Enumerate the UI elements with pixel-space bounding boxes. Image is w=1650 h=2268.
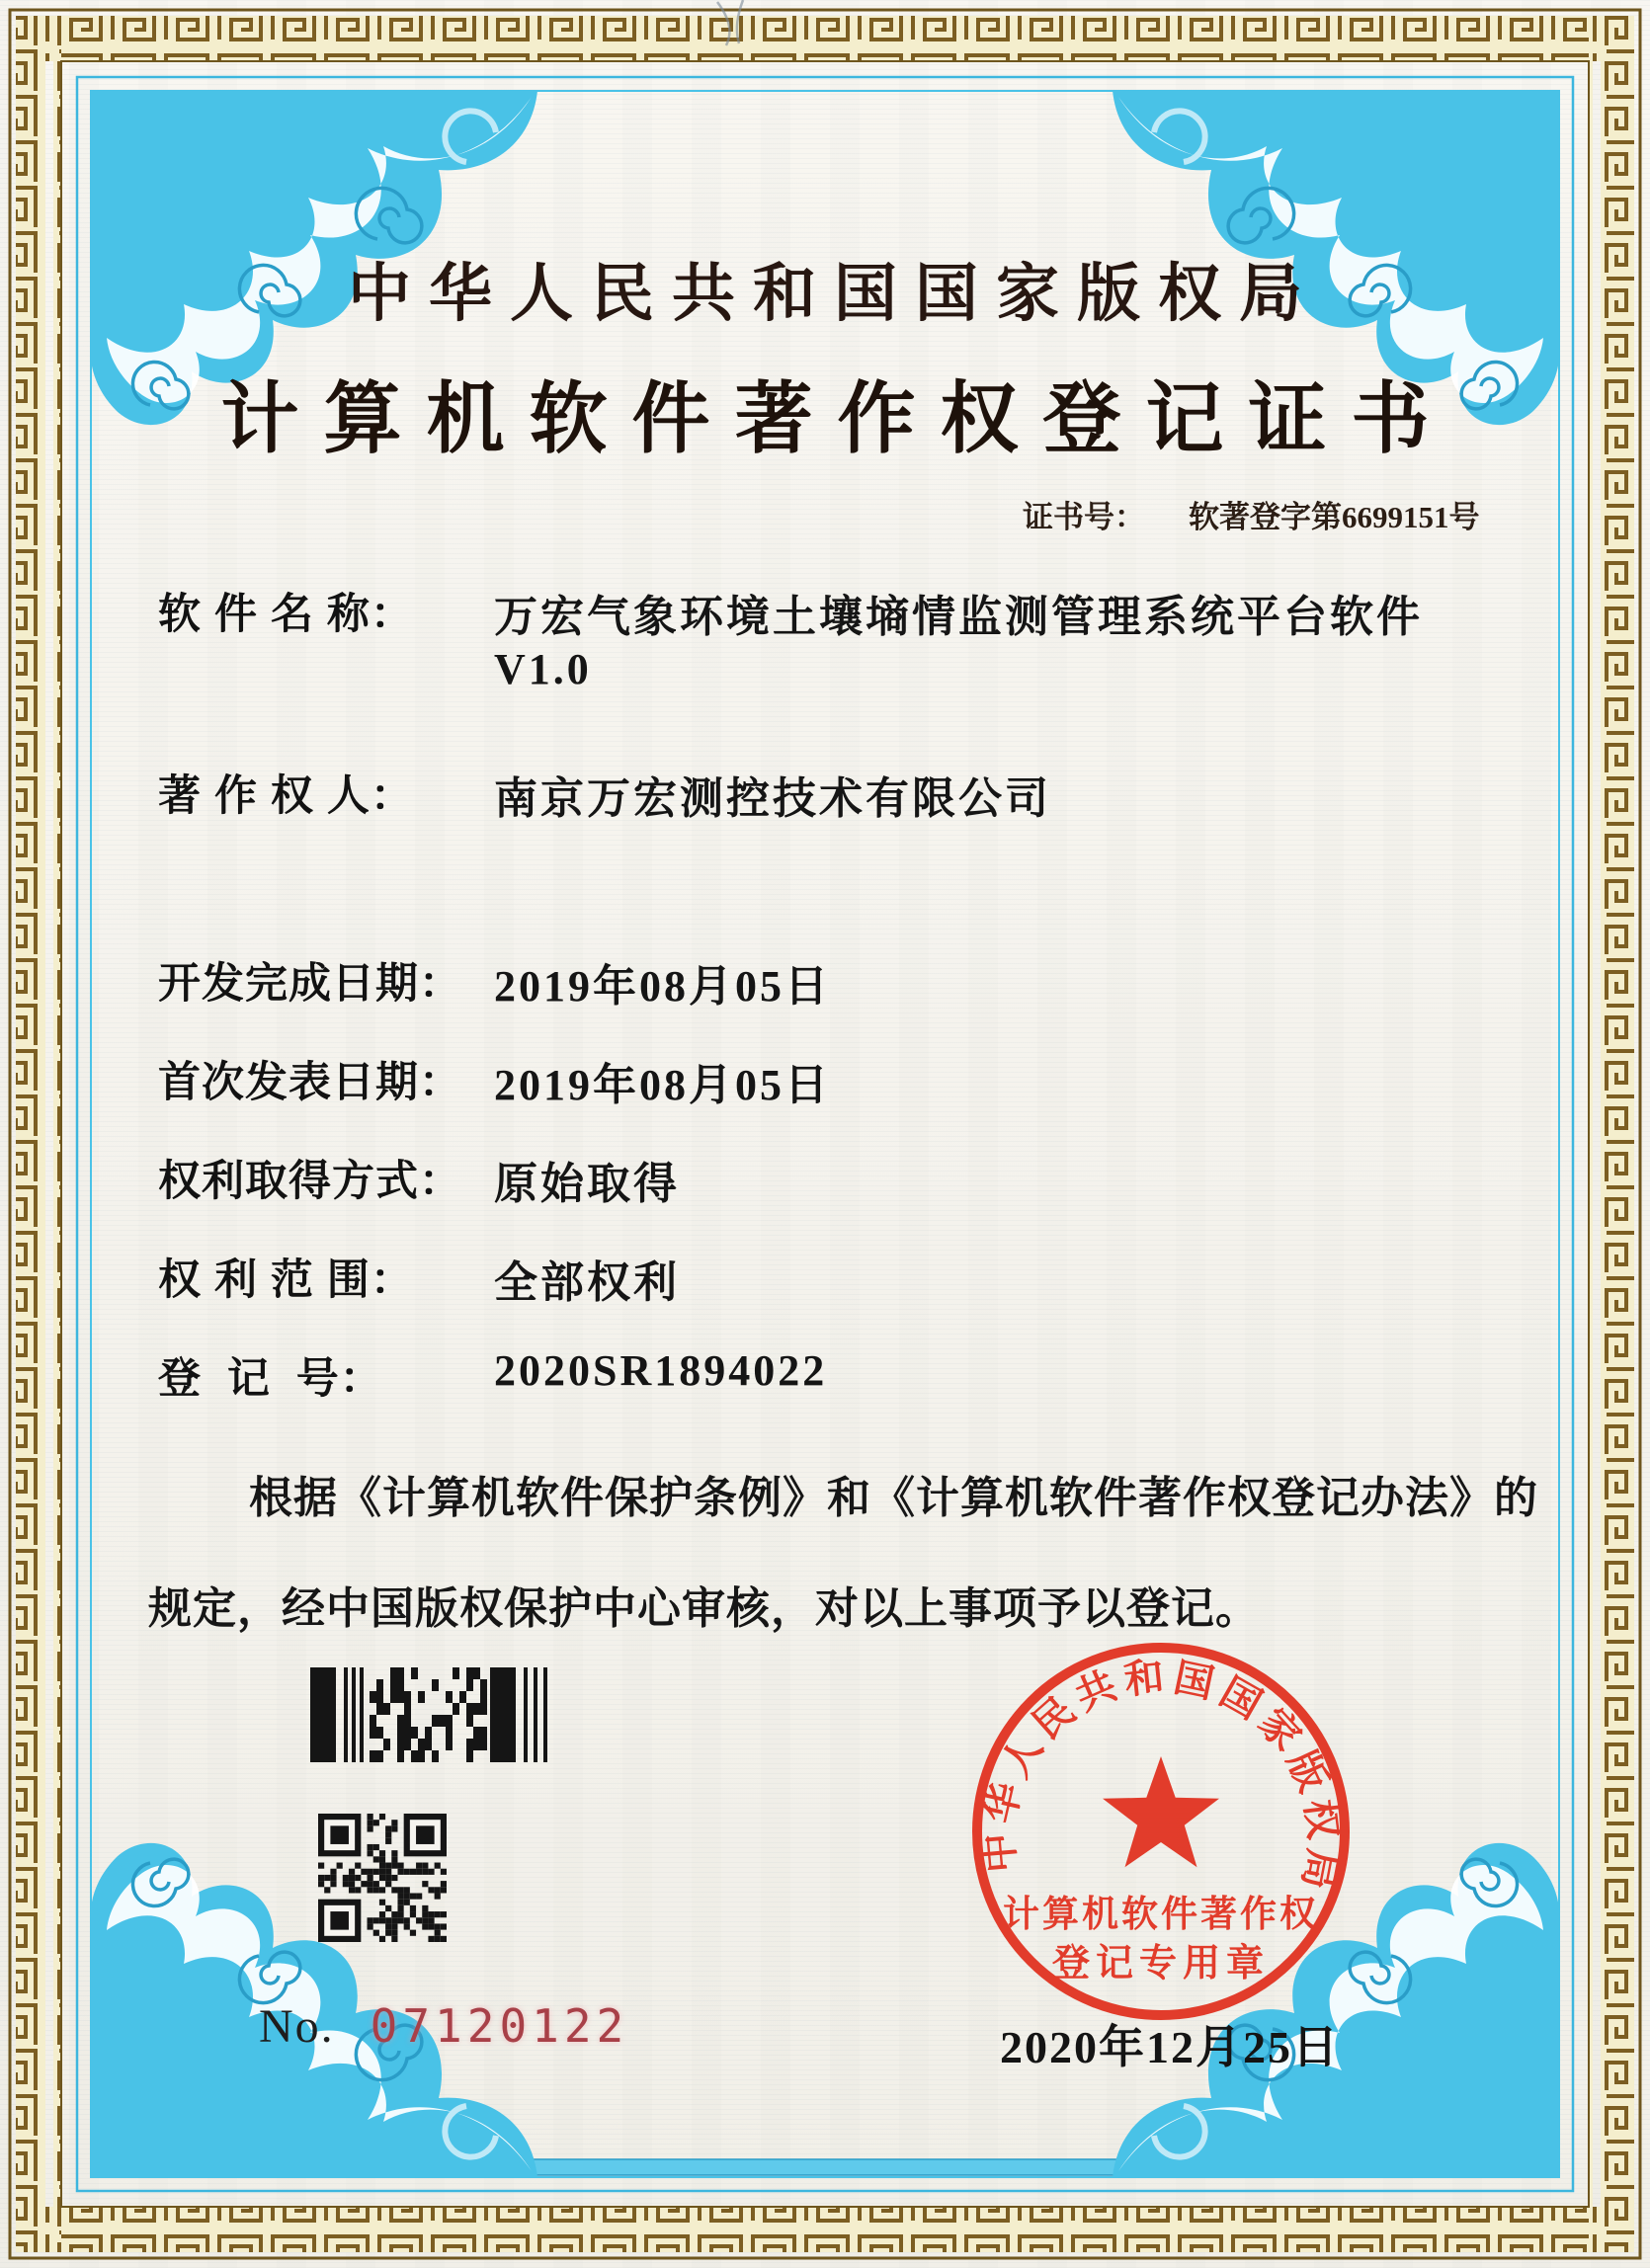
seal-ring-text: 中华人民共和国国家版权局 bbox=[975, 1654, 1347, 1894]
statement-line-2: 规定，经中国版权保护中心审核，对以上事项予以登记。 bbox=[148, 1584, 1260, 1633]
field-label-software-name: 软 件 名 称： bbox=[158, 591, 414, 638]
field-value-rights-acquisition: 原始取得 bbox=[494, 1160, 680, 1208]
field-label-rights-acquisition: 权利取得方式： bbox=[158, 1158, 462, 1205]
field-value-rights-scope: 全部权利 bbox=[494, 1258, 680, 1307]
field-label-registration-number: 登 记 号： bbox=[158, 1355, 383, 1403]
field-value-dev-complete-date: 2019年08月05日 bbox=[494, 962, 831, 1011]
seal-text-line2: 登记专用章 bbox=[1051, 1943, 1271, 1984]
certificate-title: 计算机软件著作权登记证书 bbox=[220, 377, 1454, 463]
field-label-first-publish-date: 首次发表日期： bbox=[158, 1059, 462, 1106]
field-value-software-name: 万宏气象环境土壤墒情监测管理系统平台软件 bbox=[494, 593, 1423, 641]
field-value-first-publish-date: 2019年08月05日 bbox=[494, 1061, 831, 1109]
statement-line-1: 根据《计算机软件保护条例》和《计算机软件著作权登记办法》的 bbox=[249, 1474, 1538, 1522]
issuer-title: 中华人民共和国国家版权局 bbox=[348, 259, 1320, 329]
serial-number-label: No. bbox=[259, 2000, 335, 2053]
copyright-office-seal bbox=[947, 1608, 1375, 2037]
field-label-dev-complete-date: 开发完成日期： bbox=[158, 960, 462, 1008]
certificate-number-value: 软著登字第6699151号 bbox=[1189, 500, 1480, 534]
field-label-rights-scope: 权 利 范 围： bbox=[158, 1256, 414, 1304]
seal-text-line1: 计算机软件著作权 bbox=[1003, 1895, 1319, 1935]
qr-code bbox=[318, 1814, 447, 1942]
field-label-copyright-owner: 著 作 权 人： bbox=[158, 772, 414, 820]
field-value-registration-number: 2020SR1894022 bbox=[494, 1346, 828, 1395]
field-value-copyright-owner: 南京万宏测控技术有限公司 bbox=[494, 774, 1051, 823]
issue-date: 2020年12月25日 bbox=[1000, 2022, 1340, 2072]
pdf417-barcode bbox=[310, 1667, 557, 1762]
serial-number-value: 07120122 bbox=[370, 1999, 629, 2053]
certificate-number-line bbox=[1023, 492, 1480, 536]
field-value-software-version: V1.0 bbox=[494, 645, 592, 693]
star-icon bbox=[1103, 1756, 1219, 1867]
serial-number-line bbox=[259, 1999, 628, 2054]
certificate-number-label: 证书号： bbox=[1023, 500, 1145, 534]
